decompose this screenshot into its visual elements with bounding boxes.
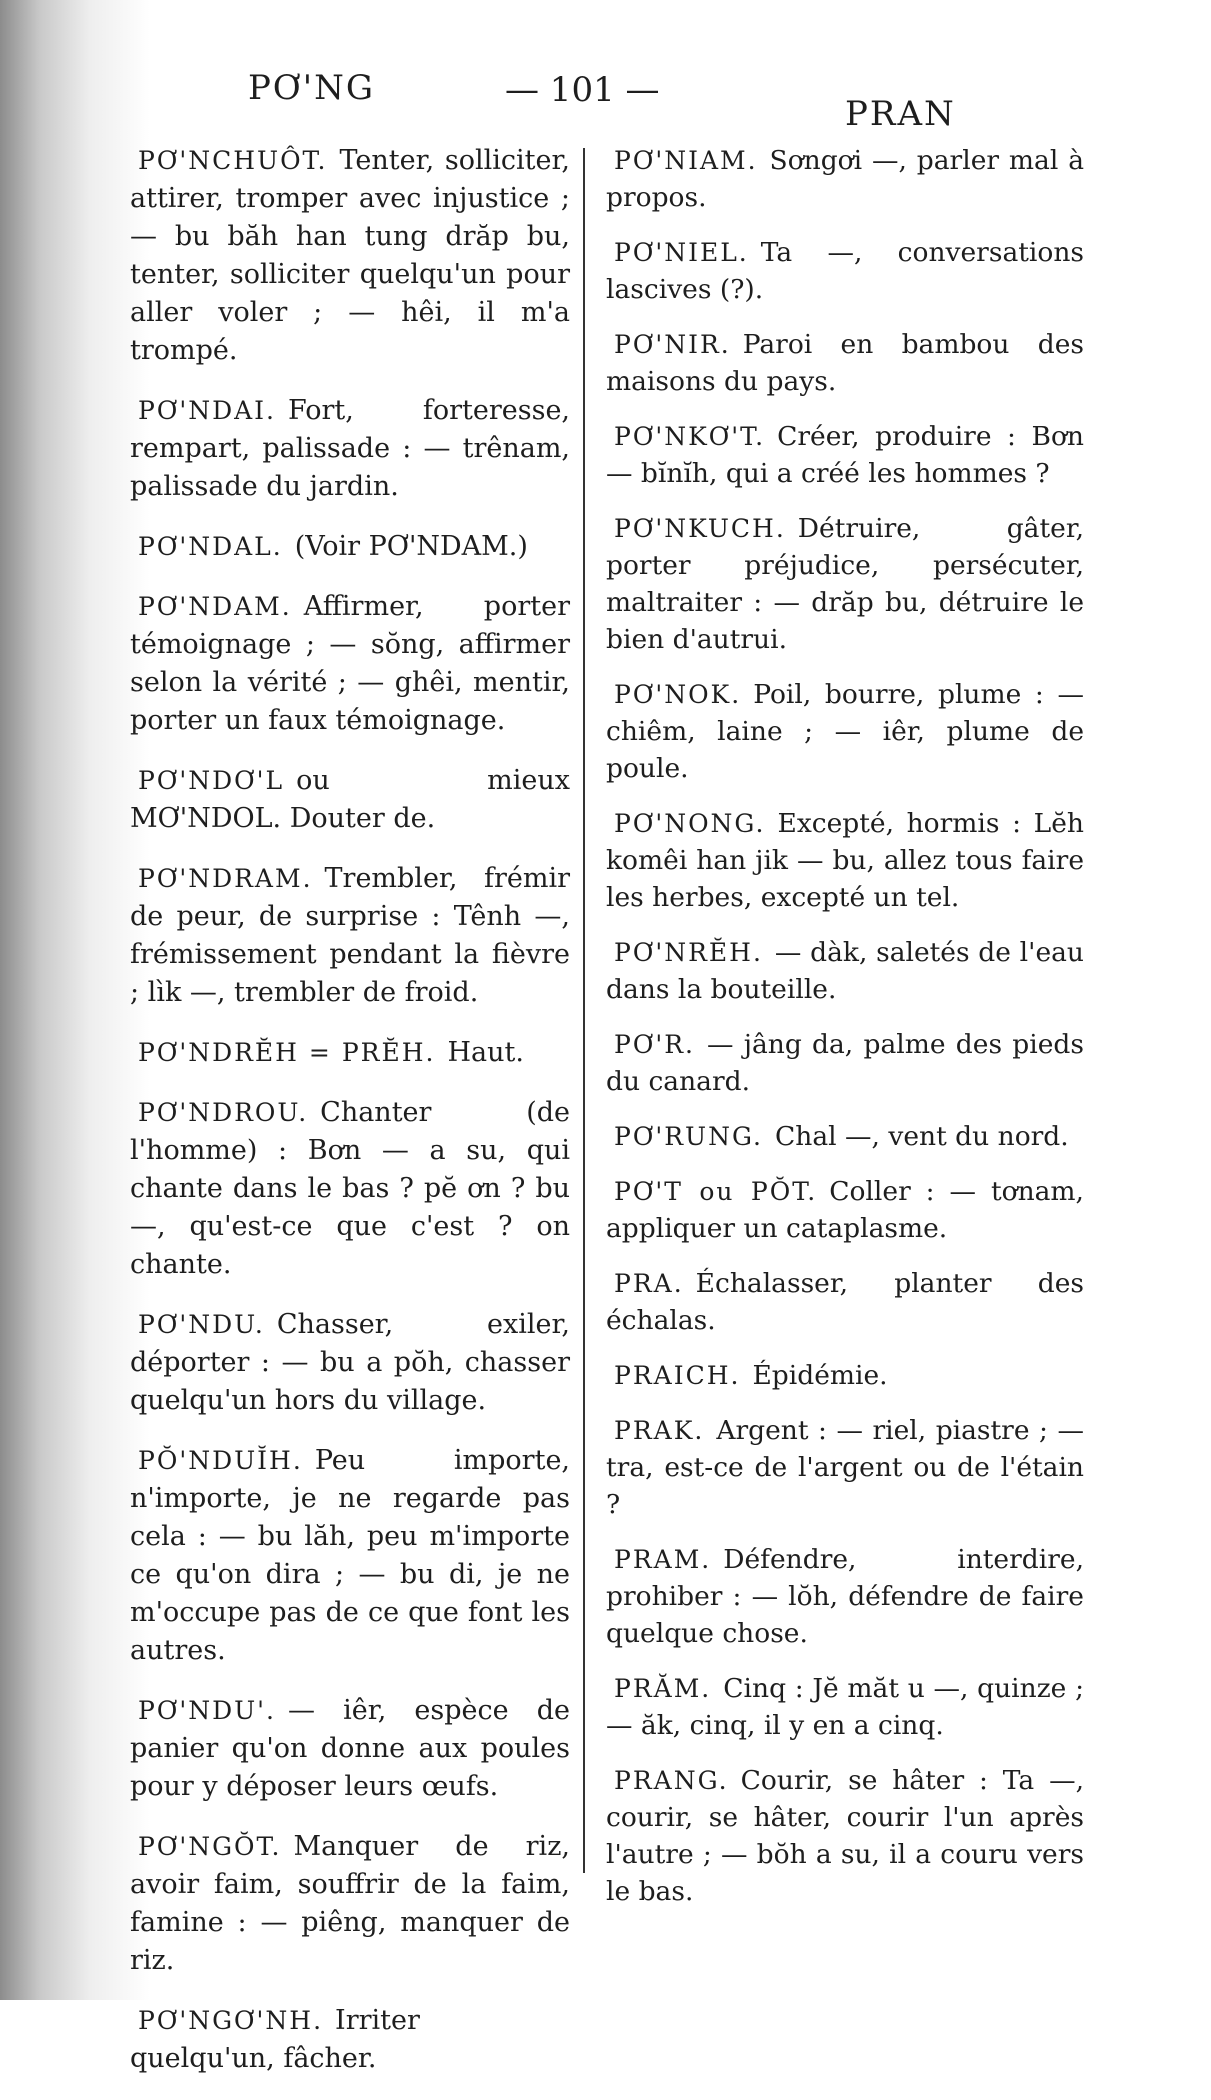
dictionary-entry	[130, 1034, 570, 1072]
entry-headword: PƠ'NIEL.	[614, 238, 749, 267]
entry-definition: (Voir PƠ'NDAM.)	[294, 531, 528, 562]
dictionary-entry	[606, 1118, 1084, 1155]
dictionary-entry	[606, 234, 1084, 308]
entry-headword: PŎ'NDUĬH.	[138, 1446, 303, 1475]
dictionary-entry	[130, 142, 570, 370]
dictionary-entry	[130, 392, 570, 506]
dictionary-entry	[130, 860, 570, 1012]
entry-definition: Échalasser, planter des échalas.	[606, 1268, 1084, 1336]
entry-definition: Chasser, exiler, déporter : — bu a pŏh, chasser quelqu'un hors du village.	[130, 1309, 570, 1416]
entry-definition: Affirmer, porter témoignage ; — sŏng, affirmer selon la vérité ; — ghêi, mentir, porter un faux témoignage.	[130, 591, 570, 736]
left-running-head: PƠ'NG	[248, 68, 376, 108]
entry-headword: PƠ'NKUCH.	[614, 514, 786, 543]
entry-definition: Argent : — riel, piastre ; — tra, est-ce de l'argent ou de l'étain ?	[606, 1415, 1084, 1520]
dictionary-entry	[606, 1412, 1084, 1523]
dictionary-entry	[130, 1828, 570, 1980]
dictionary-entry	[606, 1541, 1084, 1652]
dictionary-entry	[606, 418, 1084, 492]
dictionary-entry	[130, 1442, 570, 1670]
entry-headword: PRAICH.	[614, 1361, 741, 1390]
entry-definition: Irriter quelqu'un, fâcher.	[130, 2005, 420, 2074]
entry-definition: Paroi en bambou des maisons du pays.	[606, 329, 1084, 397]
entry-definition: — jâng da, palme des pieds du canard.	[606, 1029, 1084, 1097]
entry-headword: PƠ'NIAM.	[614, 146, 758, 175]
entry-headword: PƠ'NDU.	[138, 1310, 265, 1339]
dictionary-entry	[130, 528, 570, 566]
entry-headword: PRANG.	[614, 1766, 729, 1795]
entry-definition: Ta —, conversations lascives (?).	[606, 237, 1084, 305]
entry-headword: PƠ'NDAL.	[138, 532, 283, 561]
entry-headword: PRA.	[614, 1269, 684, 1298]
entry-definition: Coller : — tơnam, appliquer un cataplasme.	[606, 1176, 1084, 1244]
entry-headword: PƠ'NDAI.	[138, 396, 276, 425]
entry-definition: Fort, forteresse, rempart, palissade : — trênam, palissade du jardin.	[130, 395, 570, 502]
entry-headword: PƠ'NOK.	[614, 680, 742, 709]
entry-definition: Sơngơi —, parler mal à propos.	[606, 145, 1084, 213]
entry-definition: Peu importe, n'importe, je ne regarde pas cela : — bu lăh, peu m'importe ce qu'on dira ; — bu di, je ne m'occupe pas de ce que font les autres.	[130, 1445, 570, 1666]
entry-definition: Cinq : Jĕ măt u —, quinze ; — ăk, cinq, il y en a cinq.	[606, 1673, 1084, 1741]
entry-definition: ou mieux MƠ'NDOL. Douter de.	[130, 765, 570, 834]
entry-headword: PƠ'NIR.	[614, 330, 731, 359]
entry-definition: Détruire, gâter, porter préjudice, persécuter, maltraiter : — drăp bu, détruire le bien d'autrui.	[606, 513, 1084, 655]
entry-definition: Épidémie.	[752, 1360, 888, 1391]
dictionary-entry	[606, 1357, 1084, 1394]
entry-definition: Créer, produire : Bơn — bĭnĭh, qui a créé les hommes ?	[606, 421, 1084, 489]
page-number: — 101 —	[505, 70, 660, 110]
dictionary-entry	[606, 805, 1084, 916]
dictionary-entry	[606, 510, 1084, 658]
entry-headword: PRAM.	[614, 1545, 712, 1574]
entry-headword: PƠ'NCHUÔT.	[138, 146, 328, 175]
dictionary-entry	[606, 934, 1084, 1008]
dictionary-entry	[130, 588, 570, 740]
entry-definition: Haut.	[447, 1037, 524, 1068]
dictionary-entry	[606, 1026, 1084, 1100]
entry-headword: PƠ'R.	[614, 1030, 695, 1059]
entry-headword: PƠ'NDRAM.	[138, 864, 313, 893]
dictionary-entry	[130, 1094, 570, 1284]
entry-definition: Tenter, solliciter, attirer, tromper avec injustice ; — bu băh han tung drăp bu, tenter, solliciter quelqu'un pour aller voler ; — hêi, il m'a trompé.	[130, 145, 570, 366]
entry-definition: Chanter (de l'homme) : Bơn — a su, qui chante dans le bas ? pĕ ơn ? bu —, qu'est-ce que c'est ? on chante.	[130, 1097, 570, 1280]
entry-definition: Défendre, interdire, prohiber : — lŏh, défendre de faire quelque chose.	[606, 1544, 1084, 1649]
dictionary-entry	[606, 1762, 1084, 1910]
dictionary-entry	[606, 142, 1084, 216]
entry-headword: PƠ'NDRĔH = PRĔH.	[138, 1038, 436, 1067]
entry-headword: PƠ'NDƠ'L	[138, 766, 285, 795]
column-divider	[583, 148, 585, 1873]
dictionary-entry	[606, 676, 1084, 787]
dictionary-entry	[130, 762, 570, 838]
right-running-head: PRAN	[845, 94, 956, 134]
entry-headword: PƠ'RUNG.	[614, 1122, 763, 1151]
right-column	[606, 142, 1084, 1928]
entry-headword: PƠ'NGƠ'NH.	[138, 2006, 324, 2035]
dictionary-entry	[130, 1692, 570, 1806]
entry-headword: PƠ'T ou PŎT.	[614, 1177, 818, 1206]
dictionary-entry	[606, 1173, 1084, 1247]
dictionary-entry	[606, 1670, 1084, 1744]
entry-headword: PƠ'NDU'.	[138, 1696, 276, 1725]
entry-definition: Courir, se hâter : Ta —, courir, se hâter, courir l'un après l'autre ; — bŏh a su, il a couru vers le bas.	[606, 1765, 1084, 1907]
entry-headword: PƠ'NRĔH.	[614, 938, 763, 967]
entry-headword: PRĂM.	[614, 1674, 712, 1703]
entry-headword: PƠ'NKƠ'T.	[614, 422, 766, 451]
entry-definition: Excepté, hormis : Lĕh komêi han jik — bu, allez tous faire les herbes, excepté un tel.	[606, 808, 1084, 913]
entry-definition: Poil, bourre, plume : — chiêm, laine ; — iêr, plume de poule.	[606, 679, 1084, 784]
entry-definition: Manquer de riz, avoir faim, souffrir de la faim, famine : — piêng, manquer de riz.	[130, 1831, 570, 1976]
dictionary-entry	[606, 1265, 1084, 1339]
entry-headword: PƠ'NGŎT.	[138, 1832, 282, 1861]
entry-definition: Chal —, vent du nord.	[774, 1121, 1069, 1152]
entry-definition: — dàk, saletés de l'eau dans la bouteille.	[606, 937, 1084, 1005]
dictionary-entry	[130, 2002, 570, 2078]
entry-definition: Trembler, frémir de peur, de surprise : Tênh —, frémissement pendant la fièvre ; lìk —, trembler de froid.	[130, 863, 570, 1008]
left-column	[130, 142, 570, 2100]
entry-definition: — iêr, espèce de panier qu'on donne aux poules pour y déposer leurs œufs.	[130, 1695, 570, 1802]
entry-headword: PRAK.	[614, 1416, 705, 1445]
dictionary-entry	[606, 326, 1084, 400]
entry-headword: PƠ'NONG.	[614, 809, 766, 838]
entry-headword: PƠ'NDROU.	[138, 1098, 309, 1127]
entry-headword: PƠ'NDAM.	[138, 592, 292, 621]
dictionary-entry	[130, 1306, 570, 1420]
page-header	[0, 62, 1211, 132]
